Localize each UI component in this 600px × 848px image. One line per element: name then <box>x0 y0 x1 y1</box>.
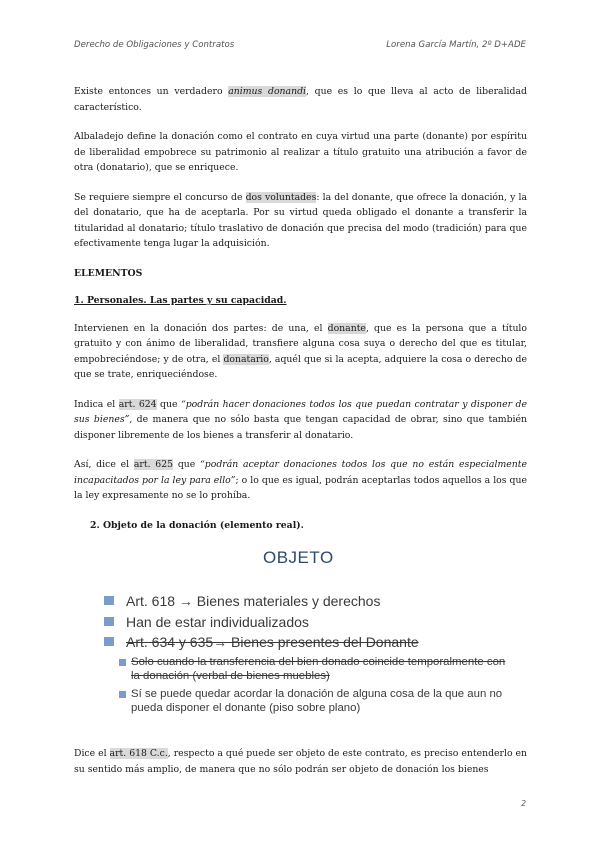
header-right: Lorena García Martín, 2º D+ADE <box>386 40 526 50</box>
square-bullet-icon <box>119 691 126 698</box>
header-left: Derecho de Obligaciones y Contratos <box>74 40 235 50</box>
highlight-donante: donante <box>327 322 366 334</box>
highlight-dos-voluntades: dos voluntades <box>245 191 317 203</box>
highlight-art-624: art. 624 <box>118 398 157 410</box>
slide-bullet: Art. 634 y 635→ Bienes presentes del Donante <box>104 634 419 651</box>
slide-bullet: Art. 618 → Bienes materiales y derechos <box>104 593 380 610</box>
slide-sub-bullet: Sí se puede quedar acordar la donación de alguna cosa de la que aun no pueda disponer el donante (piso sobre plano) <box>131 688 511 716</box>
paragraph-art-618: Dice el art. 618 C.c., respecto a qué puede ser objeto de este contrato, es preciso entenderlo en su sentido más amplio, de manera que no sólo podrán ser objeto de donación los bienes <box>74 748 527 775</box>
highlight-art-625: art. 625 <box>133 459 174 470</box>
paragraph-art-624: Indica el art. 624 que “podrán hacer donaciones todos los que puedan contratar y disponer de sus bienes”, de manera que no sólo basta que tengan capacidad de obrar, sino que también disponer libremente de los bienes a transferir al donatario. <box>74 398 527 441</box>
highlight-animus-donandi: animus donandi <box>228 86 306 97</box>
square-bullet-icon <box>119 659 126 666</box>
page-number: 2 <box>521 799 526 808</box>
square-bullet-icon <box>104 617 114 626</box>
paragraph-voluntades: Se requiere siempre el concurso de dos voluntades: la del donante, que ofrece la donación, y la del donatario, que ha de aceptarla. Por su virtud queda obligado el donante a transferir la titularidad al donatario; título traslativo de donación que precisa del modo (tradición) para que efectivamente tenga lugar la adquisición. <box>74 191 527 249</box>
slide-title: OBJETO <box>263 548 334 567</box>
square-bullet-icon <box>104 596 114 605</box>
paragraph-definition: Albaladejo define la donación como el contrato en cuya virtud una parte (donante) por espíritu de liberalidad empobrece su patrimonio al realizar a título gratuito una atribución a favor de otra (donatario), que se enriquece. <box>74 131 527 173</box>
body-text <box>74 84 527 533</box>
highlight-donatario: donatario <box>223 353 269 365</box>
slide-bullet: Han de estar individualizados <box>104 614 309 631</box>
section-title: ELEMENTOS <box>74 267 143 279</box>
paragraph-animus: Existe entonces un verdadero animus donandi, que es lo que lleva al acto de liberalidad característico. <box>74 86 527 113</box>
highlight-art-618: art. 618 C.c. <box>109 748 168 760</box>
square-bullet-icon <box>104 637 114 646</box>
paragraph-partes: Intervienen en la donación dos partes: de una, el donante, que es la persona que a título gratuito y con ánimo de liberalidad, transfiere alguna cosa suya o derecho del que es titular, empobreciéndose; y de otra, el donatario, aquél que si la acepta, adquiere la cosa o derecho de que se trate, enriqueciéndose. <box>74 322 528 380</box>
paragraph-art-625: Así, dice el art. 625 que “podrán aceptar donaciones todos los que no están especialmente incapacitados por la ley para ello”; o lo que es igual, podrán aceptarlas todos aquellos a los que la ley expresamente no se lo prohíba. <box>74 459 527 501</box>
subsection-personales: 1. Personales. Las partes y su capacidad. <box>74 295 287 306</box>
slide-sub-bullet: Solo cuando la transferencia del bien donado coincide temporalmente con la donación (verbal de bienes muebles) <box>131 656 511 684</box>
subsection-objeto: 2. Objeto de la donación (elemento real). <box>90 519 304 531</box>
